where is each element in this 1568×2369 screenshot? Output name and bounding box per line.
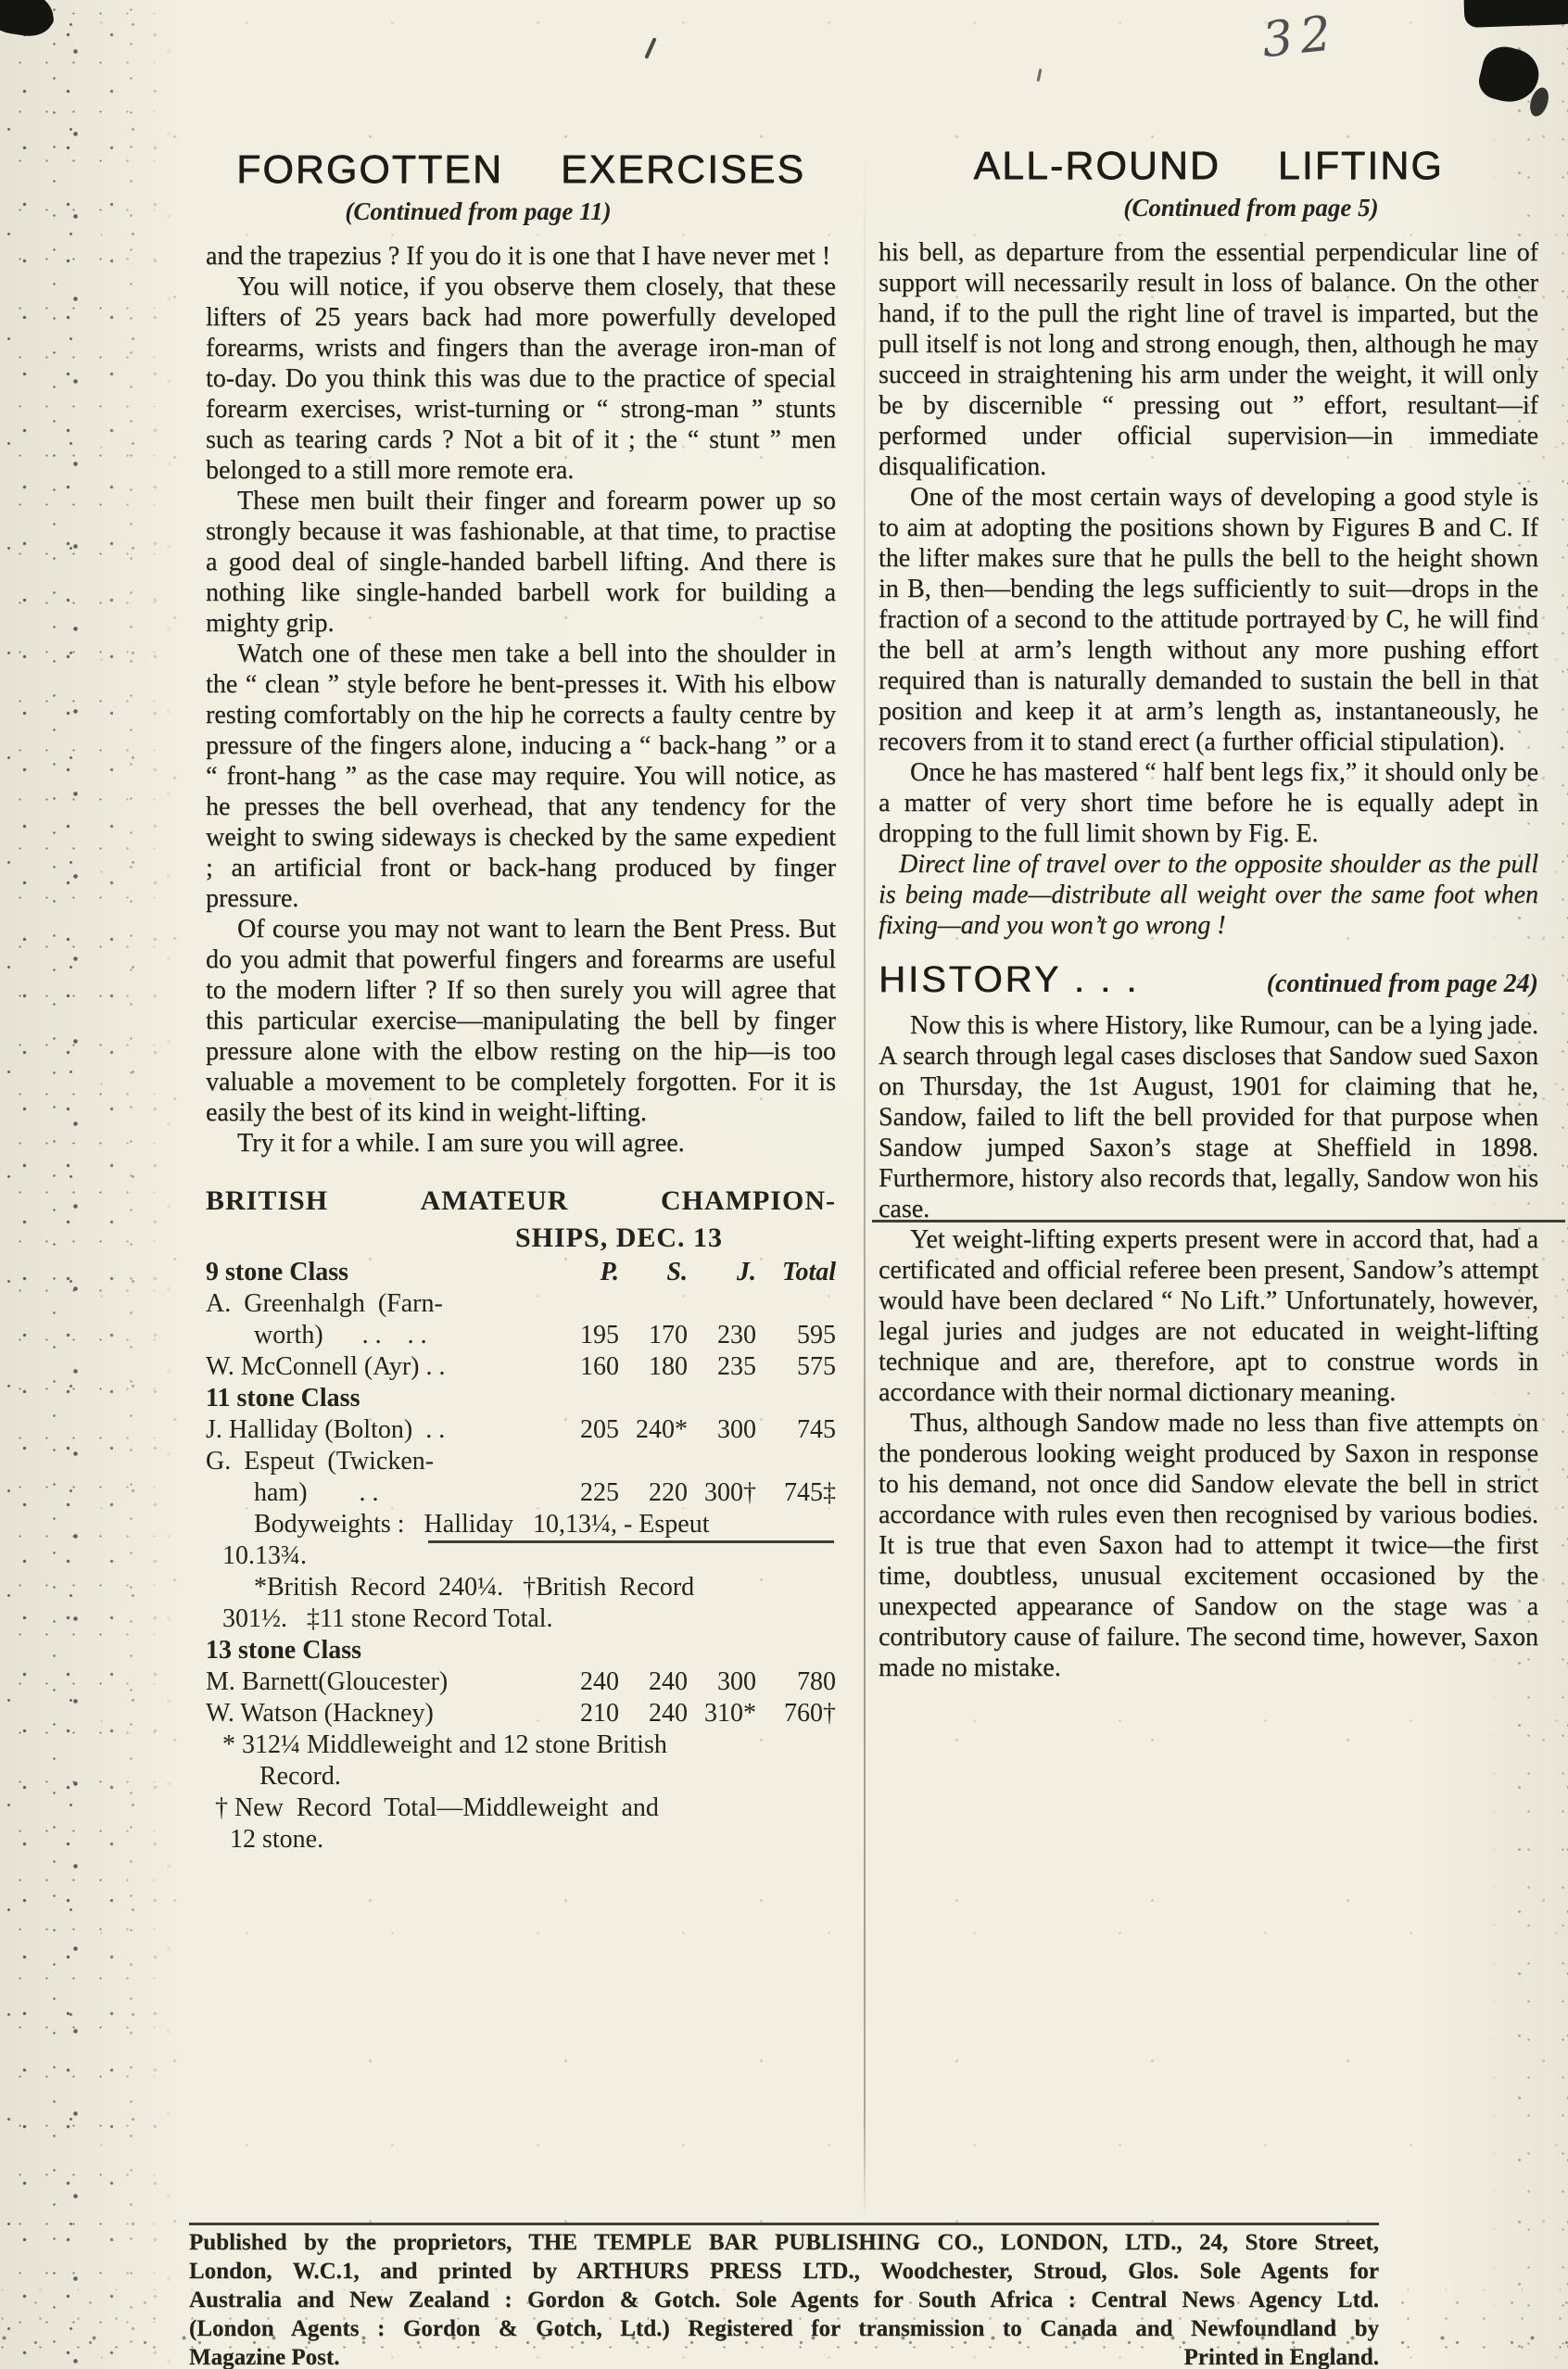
championships-results — [206, 1183, 836, 1856]
table-row — [206, 1320, 836, 1351]
paragraph: Once he has mastered “ half bent legs fix,” it should only be a matter of very short time before he is equally adept in dropping to the full limit shown by Fig. E. — [879, 758, 1538, 848]
table-row — [206, 1446, 836, 1477]
jerk-value: 235 — [717, 1352, 756, 1381]
column-header-total: Total — [781, 1258, 836, 1286]
ink-blot-top-right — [1475, 42, 1544, 108]
snatch-value: 180 — [649, 1352, 688, 1381]
total-value: 760† — [784, 1699, 836, 1728]
lifter-name: worth) . . . . — [254, 1321, 427, 1349]
imprint-magazine-post: Magazine Post. — [189, 2345, 340, 2369]
total-value: 595 — [797, 1321, 836, 1349]
stray-mark — [644, 37, 656, 59]
imprint-line: Published by the proprietors, THE TEMPLE BAR PUBLISHING CO., LONDON, LTD., 24, Store Street, — [189, 2230, 1379, 2255]
stray-mark-small — [1037, 69, 1043, 82]
heading-word: AMATEUR — [420, 1185, 569, 1216]
table-class-row — [206, 1383, 836, 1414]
publisher-imprint — [189, 2228, 1379, 2369]
lifter-name: M. Barnett(Gloucester) — [206, 1667, 449, 1696]
paragraph: Now this is where History, like Rumour, can be a lying jade. A search through legal cases discloses that Sandow sued Saxon on Thursday, the 1st August, 1901 for claiming that he, Sandow, failed to lift the bell provided for that purpose when Sandow jumped Saxon’s stage at Sheffield in 1898. Furthermore, history also records that, legally, Sandow won his case. — [879, 1011, 1538, 1223]
ink-blot-top-right-band — [1463, 0, 1568, 28]
jerk-value: 300 — [717, 1415, 756, 1444]
ink-dot-top-right — [1526, 85, 1551, 119]
table-row — [206, 1288, 836, 1320]
ink-dot-top-left — [43, 13, 54, 26]
paragraph: Of course you may not want to learn the Bent Press. But do you admit that powerful fingers and forearms are useful to the modern lifter ? If so then surely you will agree that this particular exercise—manipulating the bell by finger pressure alone with the elbow resting on the hip—is too valuable a movement to be completely forgotten. For it is easily the best of its kind in weight-lifting. — [206, 915, 836, 1127]
bodyweights-note: Bodyweights : Halliday 10,13¼, - Espeut — [254, 1510, 710, 1539]
imprint-line: (London Agents : Gordon & Gotch, Ltd.) Registered for transmission to Canada and Newfoundland by — [189, 2316, 1379, 2341]
lifter-name: ham) . . — [254, 1478, 379, 1507]
paragraph: his bell, as departure from the essential perpendicular line of support will necessarily result in loss of balance. On the other hand, if to the pull the right line of travel is imparted, but the pull itself is not long and strong enough, then, although he may succeed in straightening his arm under the weight, it will only be by discernible “ pressing out ” effort, resultant—if performed under official supervision—in immediate disqualification. — [879, 238, 1538, 481]
jerk-value: 230 — [717, 1321, 756, 1349]
continued-from-note: (continued from page 24) — [1266, 969, 1538, 998]
history-title: HISTORY . . . — [879, 959, 1140, 1000]
table-row — [206, 1351, 836, 1383]
left-column — [206, 146, 836, 1856]
paragraph: Try it for a while. I am sure you will agree. — [237, 1129, 685, 1158]
table-row — [206, 1414, 836, 1446]
record-footnote: *British Record 240¼. †British Record — [254, 1573, 695, 1602]
lifter-name: J. Halliday (Bolton) . . — [206, 1415, 446, 1444]
table-row — [206, 1666, 836, 1698]
record-footnote: 301½. ‡11 stone Record Total. — [222, 1604, 553, 1633]
press-value: 160 — [580, 1352, 619, 1381]
imprint-line: London, W.C.1, and printed by ARTHURS PRESS LTD., Woodchester, Stroud, Glos. Sole Agents for — [189, 2259, 1379, 2284]
record-footnote: Record. — [259, 1762, 341, 1791]
total-value: 745‡ — [784, 1478, 836, 1507]
right-column — [879, 143, 1538, 1683]
paragraph: and the trapezius ? If you do it is one that I have never met ! — [206, 242, 831, 271]
press-value: 195 — [580, 1321, 619, 1349]
paragraph: You will notice, if you observe them closely, that these lifters of 25 years back had more powerfully developed forearms, wrists and fingers than the average iron-man of to-day. Do you think this was due to the practice of special forearm exercises, wrist-turning or “ strong-man ” stunts such as tearing cards ? Not a bit of it ; the “ stunt ” men belonged to a still more remote era. — [206, 272, 836, 485]
press-value: 240 — [580, 1667, 619, 1696]
press-value: 225 — [580, 1478, 619, 1507]
column-header-snatch: S. — [666, 1258, 688, 1286]
total-value: 780 — [797, 1667, 836, 1696]
history-section-heading — [879, 959, 1538, 1001]
record-footnote: 12 stone. — [230, 1825, 324, 1854]
press-value: 210 — [580, 1699, 619, 1728]
article-title-forgotten-exercises: FORGOTTEN EXERCISES — [235, 147, 805, 192]
results-heading-line1 — [206, 1183, 836, 1220]
table-row — [206, 1477, 836, 1509]
paragraph: Thus, although Sandow made no less than five attempts on the ponderous looking weight produced by Saxon in response to his demand, not once did Sandow elevate the bell in strict accordance with rules even then recognised by various bodies. It is true that even Saxon had to attempt it twice—the first time, doubtless, unusual excitement occasioned by the unexpected appearance of Sandow on the stage was a contributory cause of failure. The second time, however, Saxon made no mistake. — [879, 1409, 1538, 1682]
imprint-printed-in-england: Printed in England. — [1183, 2345, 1379, 2369]
imprint-last-line — [189, 2343, 1379, 2369]
continued-from-note: (Continued from page 5) — [1123, 194, 1379, 222]
heading-word: BRITISH — [206, 1185, 329, 1216]
paragraph: One of the most certain ways of developing a good style is to aim at adopting the positions shown by Figures B and C. If the lifter makes sure that he pulls the bell to the height shown in B, then—bending the legs sufficiently to suit—drops in the fraction of a second to the attitude portrayed by C, he will find the bell at arm’s length without any more pushing effort required than is naturally demanded to sustain the bell in that position and keep it at arm’s length as, instantaneously, he recovers from it to stand erect (a further official stipulation). — [879, 483, 1538, 756]
paragraph: These men built their finger and forearm power up so strongly because it was fashionable, at that time, to practise a good deal of single-handed barbell lifting. And there is nothing like single-handed barbell work for building a mighty grip. — [206, 487, 836, 638]
weight-class-label: 11 stone Class — [206, 1384, 360, 1413]
italic-advice-note: Direct line of travel over to the opposite shoulder as the pull is being made—distribute all weight over the same foot when fixing—and you won’t go wrong ! — [879, 850, 1538, 940]
article-body — [206, 241, 836, 1159]
total-value: 745 — [797, 1415, 836, 1444]
snatch-value: 240 — [649, 1699, 688, 1728]
column-header-jerk: J. — [737, 1258, 756, 1286]
article-body — [879, 237, 1538, 941]
column-divider-line — [864, 139, 866, 2221]
press-value: 205 — [580, 1415, 619, 1444]
lifter-name: W. McConnell (Ayr) . . — [206, 1352, 446, 1381]
total-value: 575 — [797, 1352, 836, 1381]
jerk-value: 310* — [704, 1699, 756, 1728]
lifter-name: A. Greenhalgh (Farn- — [206, 1289, 443, 1318]
heading-word: CHAMPION- — [661, 1185, 836, 1216]
paragraph: Yet weight-lifting experts present were in accord that, had a certificated and official referee been present, Sandow’s attempt would have been declared “ No Lift.” Unfortunately, however, legal juries and judges are not educated in weight-lifting technique and are, therefore, apt to construe words in accordance with their normal dictionary meaning. — [879, 1225, 1538, 1407]
lifter-name: G. Espeut (Twicken- — [206, 1447, 435, 1476]
imprint-line: Australia and New Zealand : Gordon & Gotch. Sole Agents for South Africa : Central News Agency Ltd. — [189, 2287, 1379, 2312]
handwritten-page-number: 32 — [1259, 5, 1342, 70]
snatch-value: 170 — [649, 1321, 688, 1349]
paragraph: Watch one of these men take a bell into the shoulder in the “ clean ” style before he bent-presses it. With his elbow resting comfortably on the hip he corrects a faulty centre by pressure of the fingers alone, inducing a “ back-hang ” or a “ front-hang ” as the case may require. You will notice, as he presses the bell overhead, that any tendency for the weight to swing sideways is checked by the same expedient ; an artificial front or back-hang produced by finger pressure. — [206, 640, 836, 913]
scan-noise-left-edge — [0, 0, 176, 2369]
rule-above-footer — [189, 2223, 1379, 2225]
record-footnote: * 312¼ Middleweight and 12 stone British — [222, 1730, 667, 1759]
record-footnote: † New Record Total—Middleweight and — [215, 1793, 659, 1822]
table-header-row — [206, 1257, 836, 1288]
weight-class-label: 9 stone Class — [206, 1258, 349, 1286]
continued-from-note: (Continued from page 11) — [345, 197, 612, 225]
jerk-value: 300 — [717, 1667, 756, 1696]
table-class-row — [206, 1635, 836, 1666]
table-row — [206, 1698, 836, 1729]
lifter-name: W. Watson (Hackney) — [206, 1699, 434, 1728]
history-body — [879, 1010, 1538, 1683]
article-title-all-round-lifting: ALL-ROUND LIFTING — [973, 144, 1444, 188]
column-header-press: P. — [600, 1258, 619, 1286]
snatch-value: 240* — [636, 1415, 688, 1444]
snatch-value: 240 — [649, 1667, 688, 1696]
jerk-value: 300† — [704, 1478, 756, 1507]
bodyweights-note: 10.13¾. — [222, 1541, 307, 1570]
results-heading-line2: SHIPS, DEC. 13 — [515, 1223, 724, 1253]
weight-class-label: 13 stone Class — [206, 1636, 362, 1665]
snatch-value: 220 — [649, 1478, 688, 1507]
ink-blot-top-left — [0, 0, 57, 40]
